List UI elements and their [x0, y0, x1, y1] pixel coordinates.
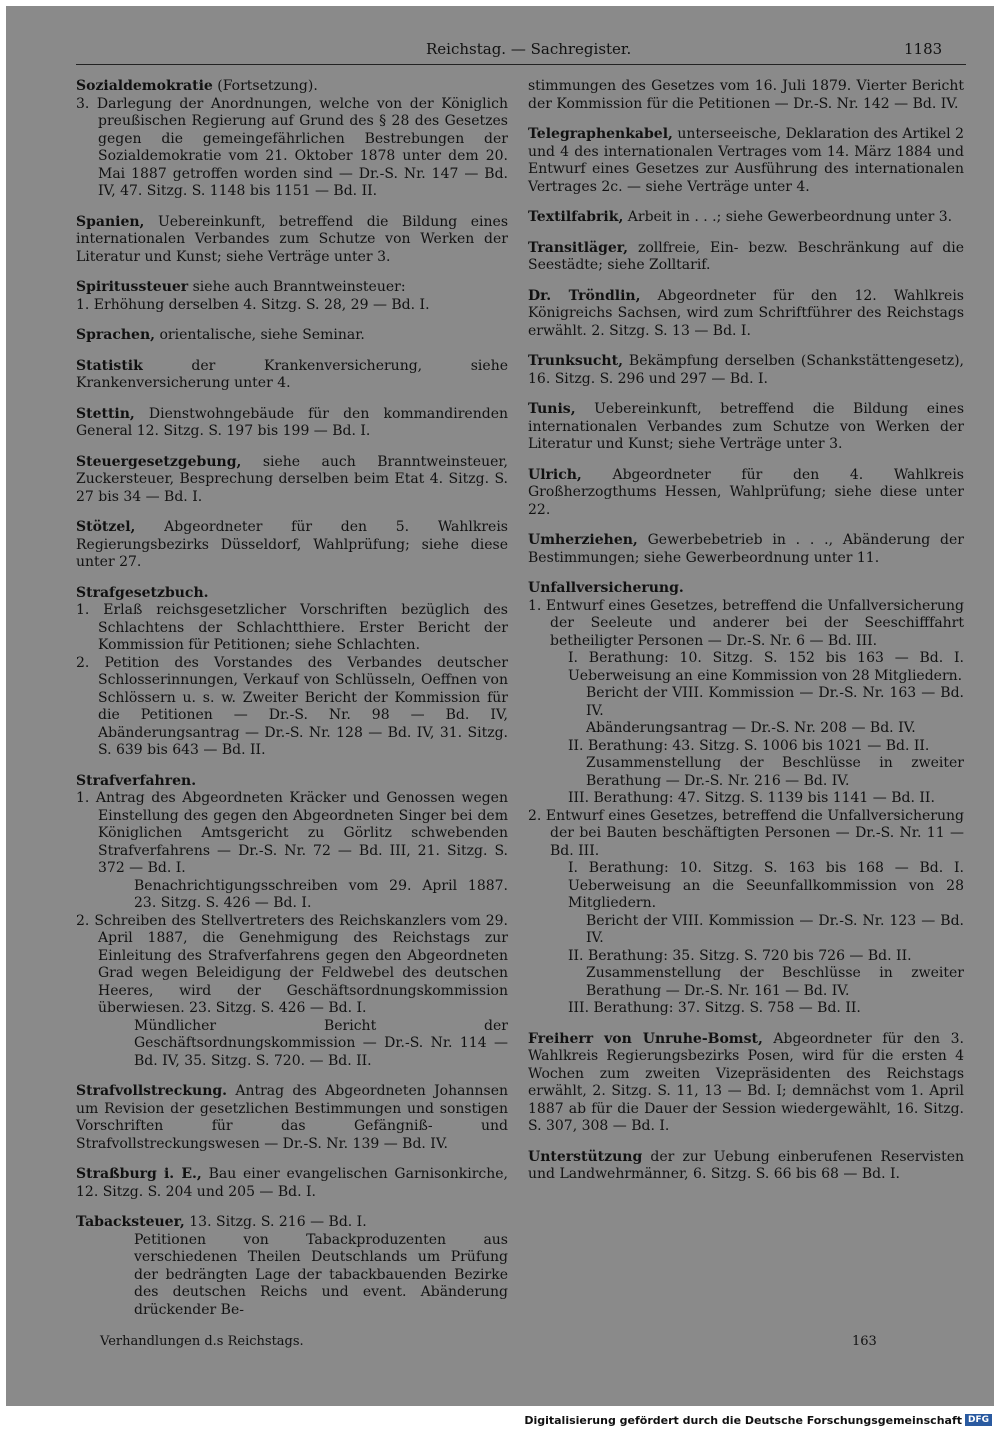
index-entry [76, 454, 508, 507]
entry-text [528, 532, 964, 567]
entry-heading: Telegraphenkabel, [528, 126, 673, 142]
entry-heading: Spanien, [76, 213, 145, 230]
index-entry [528, 78, 964, 113]
entry-body: stimmungen des Gesetzes vom 16. Juli 1879. Vierter Bericht der Kommission für die Petitionen — Dr.-S. Nr. 142 — Bd. IV. [528, 78, 964, 112]
index-entry [528, 467, 964, 520]
entry-body: Abgeordneter für den 12. Wahlkreis Königreichs Sachsen, wird zum Schriftführer des Reichstags erwählt. 2. Sitzg. S. 13 — Bd. I. [528, 287, 964, 339]
left-column [76, 78, 508, 1332]
entry-text [528, 353, 964, 388]
entry-body: Bau einer evangelischen Garnisonkirche, 12. Sitzg. S. 204 und 205 — Bd. I. [76, 1166, 509, 1200]
entry-subitem: II. Berathung: 35. Sitzg. S. 720 bis 726 — Bd. II. [568, 947, 912, 964]
entry-subitem: I. Berathung: 10. Sitzg. S. 152 bis 163 — Bd. I. Ueberweisung an eine Kommission von 28 Mitgliedern. [568, 650, 964, 684]
entry-body: unterseeische, Deklaration des Artikel 2 und 4 des internationalen Vertrages vom 14. März 1884 und Entwurf eines Gesetzes zur Ausführung des internationalen Vertrages 2c. — siehe Verträge unter 4. [528, 126, 964, 195]
entry-subitem: I. Berathung: 10. Sitzg. S. 163 bis 168 — Bd. I. Ueberweisung an die Seeunfallkommission von 28 Mitgliedern. [568, 860, 964, 911]
entry-subitem: II. Berathung: 43. Sitzg. S. 1006 bis 1021 — Bd. II. [568, 737, 930, 754]
entry-body: siehe auch Branntweinsteuer: [188, 279, 406, 295]
index-entry [76, 1214, 508, 1319]
index-entry [76, 406, 508, 441]
index-entry [528, 1031, 964, 1136]
entry-subitem: Bericht der VIII. Kommission — Dr.-S. Nr. 123 — Bd. IV. [586, 912, 964, 946]
entry-text [76, 78, 508, 96]
entry-text [528, 78, 964, 113]
entry-text [76, 1166, 508, 1201]
entry-body: 13. Sitzg. S. 216 — Bd. I. [184, 1214, 367, 1230]
entry-subitem: 2. Entwurf eines Gesetzes, betreffend die Unfallversicherung der bei Bauten beschäftigten Personen — Dr.-S. Nr. 11 — Bd. III. [528, 807, 964, 859]
entry-body: siehe auch Branntweinsteuer, Zuckersteuer, Besprechung derselben beim Etat 4. Sitzg. S. 27 bis 34 — Bd. I. [76, 453, 508, 505]
digitization-credit: Digitalisierung gefördert durch die Deutsche Forschungsgemeinschaft [524, 1414, 962, 1427]
entry-heading: Ulrich, [528, 466, 582, 483]
entry-subitem: 1. Entwurf eines Gesetzes, betreffend die Unfallversicherung der Seeleute und anderer bei der Seeschifffahrt betheiligter Personen — Dr.-S. Nr. 6 — Bd. III. [528, 597, 964, 649]
entry-subitem: III. Berathung: 37. Sitzg. S. 758 — Bd. II. [568, 1000, 861, 1016]
entry-text [76, 358, 508, 393]
entry-body: Bekämpfung derselben (Schankstättengesetz), 16. Sitzg. S. 296 und 297 — Bd. I. [528, 353, 964, 387]
entry-text [76, 279, 508, 297]
index-entry [76, 1083, 508, 1153]
entry-subitem: III. Berathung: 47. Sitzg. S. 1139 bis 1141 — Bd. II. [568, 790, 935, 806]
entry-text [528, 126, 964, 196]
entry-body: Uebereinkunft, betreffend die Bildung eines internationalen Verbandes zum Schutze von Werken der Literatur und Kunst; siehe Verträge unter 3. [76, 213, 508, 265]
index-entry [76, 773, 508, 1071]
entry-text [76, 454, 508, 507]
entry-heading: Dr. Tröndlin, [528, 287, 641, 304]
entry-subitem: Zusammenstellung der Beschlüsse in zweiter Berathung — Dr.-S. Nr. 216 — Bd. IV. [586, 755, 964, 789]
entry-text [528, 401, 964, 454]
index-entry [528, 288, 964, 341]
index-entry [76, 519, 508, 572]
entry-text [76, 1214, 508, 1232]
dfg-logo: DFG [965, 1414, 992, 1426]
entry-text [76, 214, 508, 267]
index-entry [76, 279, 508, 314]
entry-body: Antrag des Abgeordneten Johannsen um Revision der gesetzlichen Bestimmungen und sonstigen Vorschriften für das Gefängniß- und Strafvollstreckungswesen — Dr.-S. Nr. 139 — Bd. IV. [76, 1083, 508, 1152]
entry-heading: Sozialdemokratie [76, 78, 213, 94]
entry-body: der Krankenversicherung, siehe Krankenversicherung unter 4. [76, 357, 508, 391]
entry-text [528, 209, 964, 227]
entry-text [76, 519, 508, 572]
entry-subitem: Benachrichtigungsschreiben vom 29. April 1887. 23. Sitzg. S. 426 — Bd. I. [134, 877, 508, 911]
entry-body: orientalische, siehe Seminar. [155, 327, 365, 343]
entry-heading: Straßburg i. E., [76, 1166, 202, 1182]
running-header: Reichstag. — Sachregister. [426, 40, 632, 58]
index-entry [528, 580, 964, 1018]
entry-text [76, 327, 508, 345]
entry-heading: Strafvollstreckung. [76, 1083, 228, 1099]
entry-subitem: 2. Petition des Vorstandes des Verbandes deutscher Schlosserinnungen, Verkauf von Schlüsseln, Oeffnen von Schlössern u. s. w. Zweiter Bericht der Kommission für die Petitionen — Dr.-S. Nr. 98 — Bd. IV, Abänderungsantrag — Dr.-S. Nr. 128 — Bd. IV, 31. Sitzg. S. 639 bis 643 — Bd. II. [76, 654, 508, 758]
index-entry [528, 353, 964, 388]
footer-publication: Verhandlungen d.s Reichstags. [100, 1334, 304, 1349]
entry-subitem: Abänderungsantrag — Dr.-S. Nr. 208 — Bd. IV. [586, 720, 916, 736]
index-entry [76, 358, 508, 393]
index-entry [528, 209, 964, 227]
entry-text [528, 288, 964, 341]
index-entry [76, 585, 508, 760]
entry-body: Arbeit in . . .; siehe Gewerbeordnung unter 3. [623, 209, 953, 225]
index-entry [528, 1149, 964, 1184]
entry-heading: Steuergesetzgebung, [76, 453, 242, 470]
digitization-bar [0, 1410, 1000, 1432]
entry-heading: Transitläger, [528, 239, 629, 256]
index-entry [76, 78, 508, 201]
entry-heading: Freiherr von Unruhe-Bomst, [528, 1030, 763, 1047]
entry-body: der zur Uebung einberufenen Reservisten und Landwehrmänner, 6. Sitzg. S. 66 bis 68 — Bd. I. [528, 1148, 964, 1182]
entry-text [528, 467, 964, 520]
entry-subitem: Petitionen von Tabackproduzenten aus verschiedenen Theilen Deutschlands um Prüfung der bedrängten Lage der tabackbauenden Bezirke des deutschen Reichs und event. Abänderung drückender Be- [134, 1231, 508, 1318]
entry-body: Abgeordneter für den 4. Wahlkreis Großherzogthums Hessen, Wahlprüfung; siehe diese unter 22. [528, 466, 964, 518]
index-entry [76, 1166, 508, 1201]
index-entry [76, 327, 508, 345]
index-entry [528, 240, 964, 275]
entry-text [76, 585, 508, 603]
index-entry [528, 126, 964, 196]
entry-body: (Fortsetzung). [212, 78, 318, 94]
entry-body: Uebereinkunft, betreffend die Bildung eines internationalen Verbandes zum Schutze von Werken der Literatur und Kunst; siehe Verträge unter 3. [528, 401, 964, 452]
entry-heading: Umherziehen, [528, 532, 638, 548]
index-entry [528, 532, 964, 567]
index-entry [76, 214, 508, 267]
entry-text [528, 580, 964, 598]
entry-subitem: 3. Darlegung der Anordnungen, welche von der Königlich preußischen Regierung auf Grund des § 28 des Gesetzes gegen die gemeingefährlichen Bestrebungen der Sozialdemokratie vom 21. Oktober 1878 unter dem 20. Mai 1887 getroffen worden sind — Dr.-S. Nr. 147 — Bd. IV, 47. Sitzg. S. 1148 bis 1151 — Bd. II. [76, 95, 508, 199]
entry-subitem: Zusammenstellung der Beschlüsse in zweiter Berathung — Dr.-S. Nr. 161 — Bd. IV. [586, 965, 964, 999]
entry-text [76, 773, 508, 791]
entry-heading: Statistik [76, 357, 143, 374]
entry-subitem: 1. Erhöhung derselben 4. Sitzg. S. 28, 29 — Bd. I. [76, 296, 430, 313]
entry-subitem: Bericht der VIII. Kommission — Dr.-S. Nr. 163 — Bd. IV. [586, 685, 964, 719]
entry-body: Gewerbebetrieb in . . ., Abänderung der Bestimmungen; siehe Gewerbeordnung unter 11. [528, 532, 964, 566]
entry-text [528, 1149, 964, 1184]
entry-subitem: 2. Schreiben des Stellvertreters des Reichskanzlers vom 29. April 1887, die Genehmigung des Reichstags zur Einleitung des Strafverfahrens gegen den Abgeordneten Grad wegen Beleidigung der Feldwebel des deutschen Heeres, wird der Geschäftsordnungskommission überwiesen. 23. Sitzg. S. 426 — Bd. I. [76, 912, 508, 1016]
entry-heading: Stötzel, [76, 519, 136, 535]
index-entry [528, 401, 964, 454]
entry-heading: Tabacksteuer, [76, 1214, 185, 1230]
scanned-page [6, 6, 994, 1406]
entry-text [528, 1031, 964, 1136]
entry-subitem: 1. Antrag des Abgeordneten Kräcker und Genossen wegen Einstellung des gegen den Abgeordneten Singer bei dem Königlichen Amtsgericht zu Görlitz schwebenden Strafverfahrens — Dr.-S. Nr. 72 — Bd. III, 21. Sitzg. S. 372 — Bd. I. [76, 790, 508, 876]
entry-heading: Sprachen, [76, 327, 156, 343]
entry-heading: Strafgesetzbuch. [76, 584, 209, 601]
entry-text [528, 240, 964, 275]
entry-heading: Stettin, [76, 405, 135, 422]
entry-body: Abgeordneter für den 5. Wahlkreis Regierungsbezirks Düsseldorf, Wahlprüfung; siehe diese unter 27. [76, 519, 508, 570]
entry-text [76, 1083, 508, 1153]
entry-heading: Unfallversicherung. [528, 580, 684, 596]
entry-text [76, 406, 508, 441]
right-column [528, 78, 964, 1197]
entry-subitem: 1. Erlaß reichsgesetzlicher Vorschriften bezüglich des Schlachtens der Schlachtthiere. Erster Bericht der Kommission für Petitionen; siehe Schlachten. [76, 602, 508, 653]
entry-heading: Strafverfahren. [76, 772, 197, 789]
entry-subitem: Mündlicher Bericht der Geschäftsordnungskommission — Dr.-S. Nr. 114 — Bd. IV, 35. Sitzg. S. 720. — Bd. II. [134, 1017, 508, 1069]
header-rule [76, 64, 966, 65]
entry-heading: Tunis, [528, 401, 576, 417]
entry-heading: Trunksucht, [528, 353, 623, 369]
entry-body: Abgeordneter für den 3. Wahlkreis Regierungsbezirks Posen, wird für die ersten 4 Wochen zum zweiten Vizepräsidenten des Reichstags erwählt, 2. Sitzg. S. 11, 13 — Bd. I; demnächst vom 1. April 1887 ab für die Dauer der Session wiedergewählt, 16. Sitzg. S. 307, 308 — Bd. I. [528, 1030, 964, 1134]
entry-body: Dienstwohngebäude für den kommandirenden General 12. Sitzg. S. 197 bis 199 — Bd. I. [76, 405, 508, 439]
entry-heading: Textilfabrik, [528, 209, 624, 225]
entry-heading: Unterstützung [528, 1148, 643, 1165]
entry-heading: Spiritussteuer [76, 279, 189, 295]
footer-signature: 163 [852, 1334, 877, 1349]
page-number: 1183 [904, 40, 943, 58]
entry-body: zollfreie, Ein- bezw. Beschränkung auf die Seestädte; siehe Zolltarif. [528, 239, 964, 273]
